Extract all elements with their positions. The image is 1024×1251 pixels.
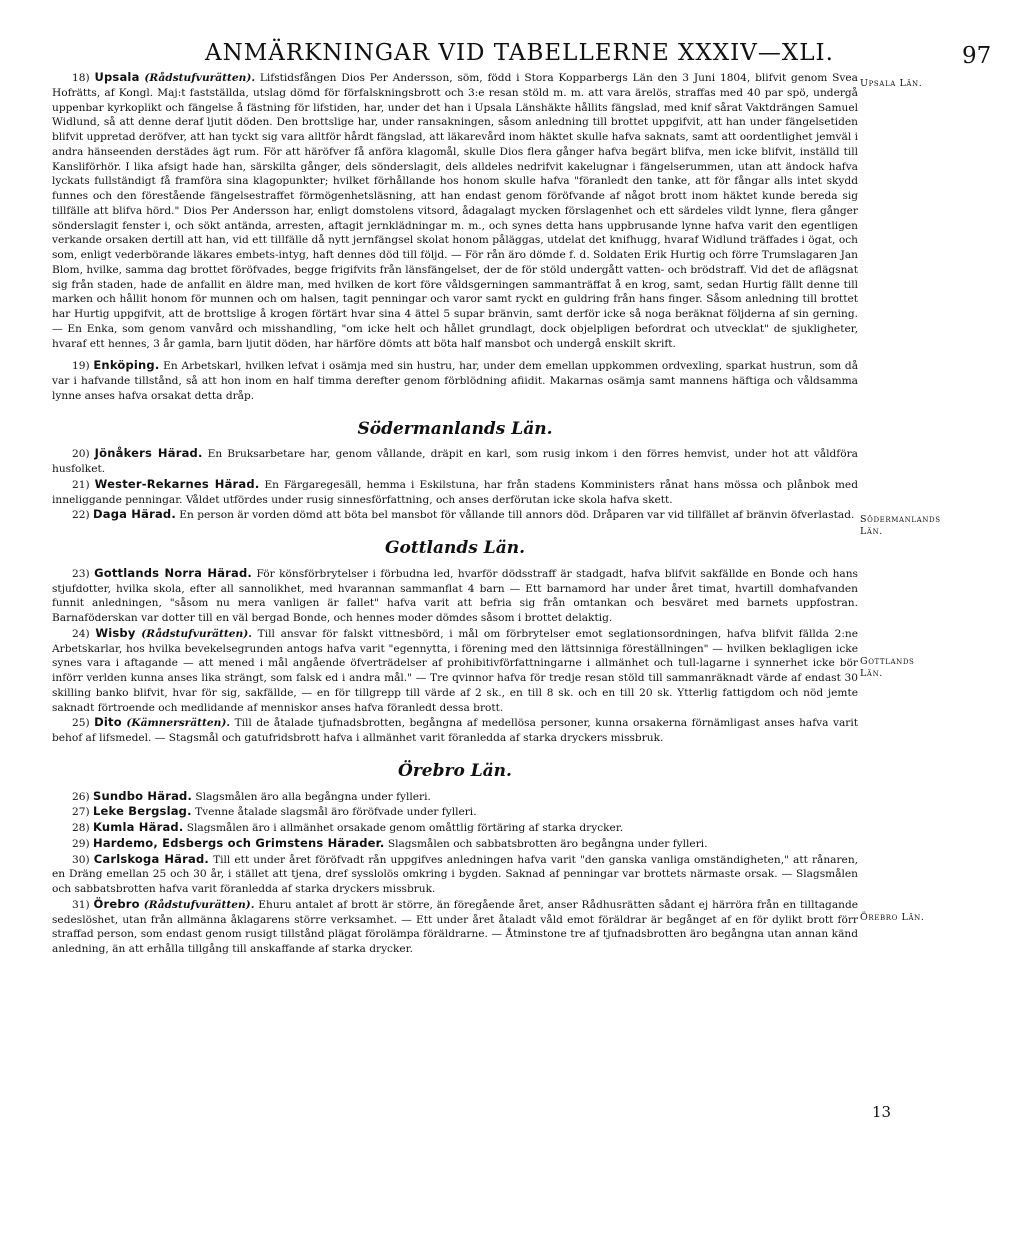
- page-header-title: ANMÄRKNINGAR VID TABELLERNE XXXIV—XLI.: [205, 40, 834, 66]
- entry-27: 27) Leke Bergslag. Tvenne åtalade slagsmål äro föröfvade under fylleri.: [72, 804, 477, 819]
- entry-text: Till ansvar för falskt vittnesbörd, i mål om förbrytelser emot seglationsordningen, hafva blifvit fällda 2:ne Arbetskarlar, hos hvilka bevekelsegrunden antogs hafva varit "egennytta, i förening med den lättsinniga föreställningen" — hvilken beklagligen icke synes vara i aftagande — att mened i mål angående öfverträdelser af prohibitivförfattningarne i allmänhet och tull-lagarne i synnerhet icke bör införr verlden kunna anses lika strängt, som falsk ed i andra mål." — Tre qvinnor hafva för tredje resan stöld till sammanräknadt värde af endast 30 skilling banko blifvit, hvar för sig, sakfällde, — en för tillgrepp till värde af 2 sk., en till 8 sk. och en till 20 sk. Ytterlig fattigdom och nöd jemte saknadt förtroende och medlidande af menniskor anses hafva föranledt dessa brott.: [52, 627, 859, 714]
- document-body: [52, 70, 858, 957]
- entry-text: Till de åtalade tjufnadsbrotten, begångna af medellösa personer, kunna orsakerna förnämligast anses hafva varit behof af lifsmedel. — Stagsmål och gatufridsbrott hafva i allmänhet varit föranledda af starka dryckers missbruk.: [52, 717, 858, 744]
- court-name: (Kämnersrätten).: [126, 717, 231, 730]
- margin-note-upsala: Upsala Län.: [860, 78, 923, 89]
- entry-18: 18) Upsala (Rådstufvurätten). Lifstidsfången Dios Per Andersson, söm, född i Stora Kopparbergs Län den 3 Juni 1804, blifvit genom Svea Hofrätts, af Kongl. Maj:t fastställda, utslag dömd för förfalskningsbrott och 3:e resan stöld m. m. att vara ärelös, straffas med 40 par spö, undergå uppenbar kyrkoplikt och fängelse å fästning för lifstiden, har, under det han i Upsala Länshäkte hållits fängslad, med knif sårat Vaktdrängen Samuel Widlund, så att denne deraf ljutit döden. Den brottslige har, under ransakningen, såsom anledning till brottet uppgifvit, att han under fängelsetiden blifvit uppretad deröfver, att han tyckt sig vara alltför hårdt fängslad, att läkarevård inom häktet skulle hafva saknats, samt att oordentlighet jemväl i andra hänseenden derstädes ägt rum. För att häröfver få anföra klagomål, skulle Dios flera gånger hafva begärt blifva, men icke blifvit, inställd till Kansliförhör. I lika afsigt hade han, särskilta gånger, dels sönderslagit, dels alldeles nedrifvit kakelugnar i fängelserummen, utan att ändock hafva lyckats fullständigt få framföra sina klagopunkter; hvilket förhållande hos honom skulle hafva "föranledt den tanke, att för fångar alls intet skydd funnes och den förestående fängelsestraffet förmögenhetsläsning, att han endast genom föröfvande af något brott inom häktet kunde bereda sig tillfälle att blifva hörd." Dios Per Andersson har, enligt domstolens vitsord, ådagalagt mycken förslagenhet och ett särdeles vildt lynne, flera gånger sönderslagit fenster i, och sökt antända, arresten, aftagit jernklädningar m. m., och synes detta hans uppbrusande lynne hafva varit den egentligen verkande orsaken dertill att han, vid ett tillfälle då nytt jernfängsel skolat honom påläggas, utdelat det knifhugg, hvaraf Widlund träffades i ögat, och som, enligt vederbörande läkares embets-intyg, haft dennes död till följd. — För rån äro dömde f. d. Soldaten Erik Hurtig och förre Trumslagaren Jan Blom, hvilke, samma dag brottet föröfvades, begge frigifvits från länsfängelset, der de för stöld undergått vatten- och brödstraff. Vid det de aflägsnat sig från staden, hade de anfallit en äldre man, med hvilken de kort före våldsgerningen sammanträffat å en krog, samt, sedan Hurtig fällt denne till marken och hållit honom för munnen och om halsen, tagit penningar och varor samt ryckt en guldring från hans finger. Såsom anledning till brottet har Hurtig uppgifvit, att de brottslige å krogen förtärt hvar sina 4 ättel 5 supar bränvin, samt derför icke så noga beräknat följderna af sin gerning. — En Enka, som genom vanvård och misshandling, "om icke helt och hållet grundlagt, dock objelpligen befordrat och utvecklat" de sjukligheter, hvaraf ett hennes, 3 år gamla, barn ljutit döden, har härföre dömts att böta half mansbot och undergå enskilt skrift.: [52, 70, 858, 350]
- entry-text: Ehuru antalet af brott är större, än föregående året, anser Rådhusrätten sådant ej härröra från en tilltagande sedeslöshet, utan från allmänna åklagarens större verksamhet. — Ett under året åtaladt våld emot föräldrar är begånget af en för dylikt brott förr straffad person, som endast genom rusigt tillstånd plägat förolämpa föräldrarne. — Åtminstone tre af tjufnadsbrotten äro begångna utan annan känd anledning, än att erhålla tillgång till anskaffande af starka drycker.: [52, 898, 859, 955]
- entry-22: 22) Daga Härad. En person är vorden dömd att böta bel mansbot för vållande till annors död. Dråparen var vid tillfället af bränvin öfverlastad.: [72, 507, 855, 522]
- place-name: Jönåkers Härad.: [94, 446, 203, 461]
- entry-20: 20) Jönåkers Härad. En Bruksarbetare har, genom vållande, dräpit en karl, som rusig inkom i den förres hemvist, under hot att våldföra husfolket.: [52, 446, 858, 475]
- entry-text: En Bruksarbetare har, genom vållande, dräpit en karl, som rusig inkom i den förres hemvist, under hot att våldföra husfolket.: [52, 448, 858, 475]
- place-name: Örebro: [93, 896, 140, 911]
- place-name: Gottlands Norra Härad.: [94, 565, 252, 580]
- entry-text: Slagsmålen äro i allmänhet orsakade genom omåttlig förtäring af starka drycker.: [186, 822, 624, 834]
- margin-note-sodermanland: Södermanlands Län.: [860, 514, 941, 537]
- entry-text: För könsförbrytelser i förbudna led, hvarför dödsstraff är stadgadt, hafva blifvit sakfällde en Bonde och hans stjufdotter, hvilka skola, efter all sannolikhet, med hvarannan sammanflat 4 barn — Ett barnamord har under året timat, hvartill domhafvanden funnit anledningen, "såsom nu mera vanligen är fallet" hafva varit att befria sig från omtankan och besväret med barnets uppfostran. Barnaföderskan var dotter till en väl bergad Bonde, och hennes moder dömdes såsom i brottet delaktig.: [52, 567, 858, 624]
- entry-31: 31) Örebro (Rådstufvurätten). Ehuru antalet af brott är större, än föregående året, anser Rådhusrätten sådant ej härröra från en tilltagande sedeslöshet, utan från allmänna åklagarens större verksamhet. — Ett under året åtaladt våld emot föräldrar är begånget af en för dylikt brott förr straffad person, som endast genom rusigt tillstånd plägat förolämpa föräldrarne. — Åtminstone tre af tjufnadsbrotten äro begångna utan annan känd anledning, än att erhålla tillgång till anskaffande af starka drycker.: [52, 896, 859, 955]
- court-name: (Rådstufvurätten).: [144, 72, 256, 84]
- place-name: Kumla Härad.: [93, 820, 184, 834]
- margin-note-orebro: Örebro Län.: [860, 912, 925, 923]
- entry-28: 28) Kumla Härad. Slagsmålen äro i allmänhet orsakade genom omåttlig förtäring af starka drycker.: [72, 820, 624, 834]
- place-name: Wisby: [95, 625, 136, 640]
- entry-text: Slagsmålen äro alla begångna under fylleri.: [195, 790, 431, 803]
- entry-23: 23) Gottlands Norra Härad. För könsförbrytelser i förbudna led, hvarför dödsstraff är stadgadt, hafva blifvit sakfällde en Bonde och hans stjufdotter, hvilka skola, efter all sannolikhet, med hvarannan sammanflat 4 barn — Ett barnamord har under året timat, hvartill domhafvanden funnit anledningen, "såsom nu mera vanligen är fallet" hafva varit att befria sig från omtankan och besväret med barnets uppfostran. Barnaföderskan var dotter till en väl bergad Bonde, och hennes moder dömdes såsom i brottet delaktig.: [52, 565, 858, 624]
- entry-text: Slagsmålen och sabbatsbrotten äro begångna under fylleri.: [387, 837, 708, 850]
- entry-26: 26) Sundbo Härad. Slagsmålen äro alla begångna under fylleri.: [72, 788, 431, 803]
- margin-note-gottland: Gottlands Län.: [860, 656, 915, 679]
- section-heading-sodermanland: Södermanlands Län.: [357, 418, 553, 439]
- court-name: (Rådstufvurätten).: [141, 627, 252, 640]
- entry-text: En Arbetskarl, hvilken lefvat i osämja med sin hustru, har, under dem emellan uppkommen ordvexling, sparkat hustrun, som då var i hafvande tillstånd, så att hon inom en half timma derefter genom förblödning afiidit. Makarnas osämja samt mannens häftiga och våldsamma lynne anses hafva orsakat detta dråp.: [52, 360, 859, 402]
- entry-25: 25) Dito (Kämnersrätten). Till de åtalade tjufnadsbrotten, begångna af medellösa personer, kunna orsakerna förnämligast anses hafva varit behof af lifsmedel. — Stagsmål och gatufridsbrott hafva i allmänhet varit föranledda af starka dryckers missbruk.: [52, 715, 858, 744]
- place-name: Carlskoga Härad.: [93, 851, 209, 866]
- entry-text: En person är vorden dömd att böta bel mansbot för vållande till annors död. Dråparen var vid tillfället af bränvin öfverlastad.: [179, 509, 855, 522]
- place-name: Wester-Rekarnes Härad.: [94, 476, 260, 491]
- place-name: Sundbo Härad.: [93, 788, 193, 803]
- page-number: 97: [962, 43, 992, 69]
- place-name: Daga Härad.: [93, 507, 176, 522]
- entry-30: 30) Carlskoga Härad. Till ett under året föröfvadt rån uppgifves anledningen hafva varit "den ganska vanliga omständigheten," att rånaren, en Dräng emellan 25 och 30 år, i stället att tjena, dref sysslolös omkring i bygden. Saknad af penningar var brottets närmaste orsak. — Slagsmålen och sabbatsbrotten hafva varit föranledda af starka dryckers missbruk.: [52, 851, 859, 895]
- entry-text: Lifstidsfången Dios Per Andersson, söm, född i Stora Kopparbergs Län den 3 Juni 1804, blifvit genom Svea Hofrätts, af Kongl. Maj:t fastställda, utslag dömd för förfalskningsbrott och 3:e resan stöld m. m. att vara ärelös, straffas med 40 par spö, undergå uppenbar kyrkoplikt och fängelse å fästning för lifstiden, har, under det han i Upsala Länshäkte hållits fängslad, med knif sårat Vaktdrängen Samuel Widlund, så att denne deraf ljutit döden. Den brottslige har, under ransakningen, såsom anledning till brottet uppgifvit, att han under fängelsetiden blifvit uppretad deröfver, att han tyckt sig vara alltför hårdt fängslad, att läkarevård inom häktet skulle hafva saknats, samt att oordentlighet jemväl i andra hänseenden derstädes ägt rum. För att häröfver få anföra klagomål, skulle Dios flera gånger hafva begärt blifva, men icke blifvit, inställd till Kansliförhör. I lika afsigt hade han, särskilta gånger, dels sönderslagit, dels alldeles nedrifvit kakelugnar i fängelserummen, utan att ändock hafva lyckats fullständigt få framföra sina klagopunkter; hvilket förhållande hos honom skulle hafva "föranledt den tanke, att för fångar alls intet skydd funnes och den förestående fängelsestraffet förmögenhetsläsning, att han endast genom föröfvande af något brott inom häktet kunde bereda sig tillfälle att blifva hörd." Dios Per Andersson har, enligt domstolens vitsord, ådagalagt mycken förslagenhet och ett särdeles vildt lynne, flera gånger sönderslagit fenster i, och sökt antända, arresten, aftagit jernklädningar m. m., och synes detta hans uppbrusande lynne hafva varit den egentligen verkande orsaken dertill att han, vid ett tillfälle då nytt jernfängsel skolat honom påläggas, utdelat det knifhugg, hvaraf Widlund träffades i ögat, och som, enligt vederbörande läkares embets-intyg, haft dennes död till följd. — För rån äro dömde f. d. Soldaten Erik Hurtig och förre Trumslagaren Jan Blom, hvilke, samma dag brottet föröfvades, begge frigifvits från länsfängelset, der de för stöld undergått vatten- och brödstraff. Vid det de aflägsnat sig från staden, hade de anfallit en äldre man, med hvilken de kort före våldsgerningen sammanträffat å en krog, samt, sedan Hurtig fällt denne till marken och hållit honom för munnen och om halsen, tagit penningar och varor samt ryckt en guldring från hans finger. Såsom anledning till brottet har Hurtig uppgifvit, att de brottslige å krogen förtärt hvar sina 4 ättel 5 supar bränvin, samt derför icke så noga beräknat följderna af sin gerning. — En Enka, som genom vanvård och misshandling, "om icke helt och hållet grundlagt, dock objelpligen befordrat och utvecklat" de sjukligheter, hvaraf ett hennes, 3 år gamla, barn ljutit döden, har härföre dömts att böta half mansbot och undergå enskilt skrift.: [52, 72, 858, 350]
- court-name: (Rådstufvurätten).: [143, 898, 255, 911]
- place-name: Enköping.: [93, 358, 160, 373]
- entry-text: En Färgaregesäll, hemma i Eskilstuna, har från stadens Komministers rånat hans mössa och plånbok med inneliggande penningar. Våldet utfördes under rusig sinnesförfattning, och anses derförutan icke skola hafva skett.: [52, 478, 858, 506]
- place-name: Hardemo, Edsbergs och Grimstens Härader.: [93, 835, 385, 850]
- entry-21: 21) Wester-Rekarnes Härad. En Färgaregesäll, hemma i Eskilstuna, har från stadens Komministers rånat hans mössa och plånbok med inneliggande penningar. Våldet utfördes under rusig sinnesförfattning, och anses derförutan icke skola hafva skett.: [52, 476, 858, 506]
- entry-text: Tvenne åtalade slagsmål äro föröfvade under fylleri.: [195, 806, 477, 819]
- section-heading-gottland: Gottlands Län.: [384, 538, 526, 558]
- entry-text: Till ett under året föröfvadt rån uppgifves anledningen hafva varit "den ganska vanliga omständigheten," att rånaren, en Dräng emellan 25 och 30 år, i stället att tjena, dref sysslolös omkring i bygden. Saknad af penningar var brottets närmaste orsak. — Slagsmålen och sabbatsbrotten hafva varit föranledda af starka dryckers missbruk.: [52, 853, 859, 895]
- entry-29: 29) Hardemo, Edsbergs och Grimstens Härader. Slagsmålen och sabbatsbrotten äro begångna under fylleri.: [72, 835, 708, 850]
- place-name: Upsala: [94, 70, 140, 84]
- place-name: Dito: [94, 715, 122, 730]
- entry-19: 19) Enköping. En Arbetskarl, hvilken lefvat i osämja med sin hustru, har, under dem emellan uppkommen ordvexling, sparkat hustrun, som då var i hafvande tillstånd, så att hon inom en half timma derefter genom förblödning afiidit. Makarnas osämja samt mannens häftiga och våldsamma lynne anses hafva orsakat detta dråp.: [52, 358, 859, 402]
- entry-24: 24) Wisby (Rådstufvurätten). Till ansvar för falskt vittnesbörd, i mål om förbrytelser emot seglationsordningen, hafva blifvit fällda 2:ne Arbetskarlar, hos hvilka bevekelsegrunden antogs hafva varit "egennytta, i förening med den lättsinniga föreställningen" — hvilken beklagligen icke synes vara i aftagande — att mened i mål angående öfverträdelser af prohibitivförfattningarne i allmänhet och tull-lagarne i synnerhet icke bör införr verlden kunna anses lika strängt, som falsk ed i andra mål." — Tre qvinnor hafva för tredje resan stöld till sammanräknadt värde af endast 30 skilling banko blifvit, hvar för sig, sakfällde, — en för tillgrepp till värde af 2 sk., en till 8 sk. och en till 20 sk. Ytterlig fattigdom och nöd jemte saknadt förtroende och medlidande af menniskor anses hafva föranledt dessa brott.: [52, 625, 859, 714]
- place-name: Leke Bergslag.: [93, 804, 192, 819]
- section-heading-orebro: Örebro Län.: [398, 760, 512, 781]
- signature-mark: 13: [872, 1103, 892, 1121]
